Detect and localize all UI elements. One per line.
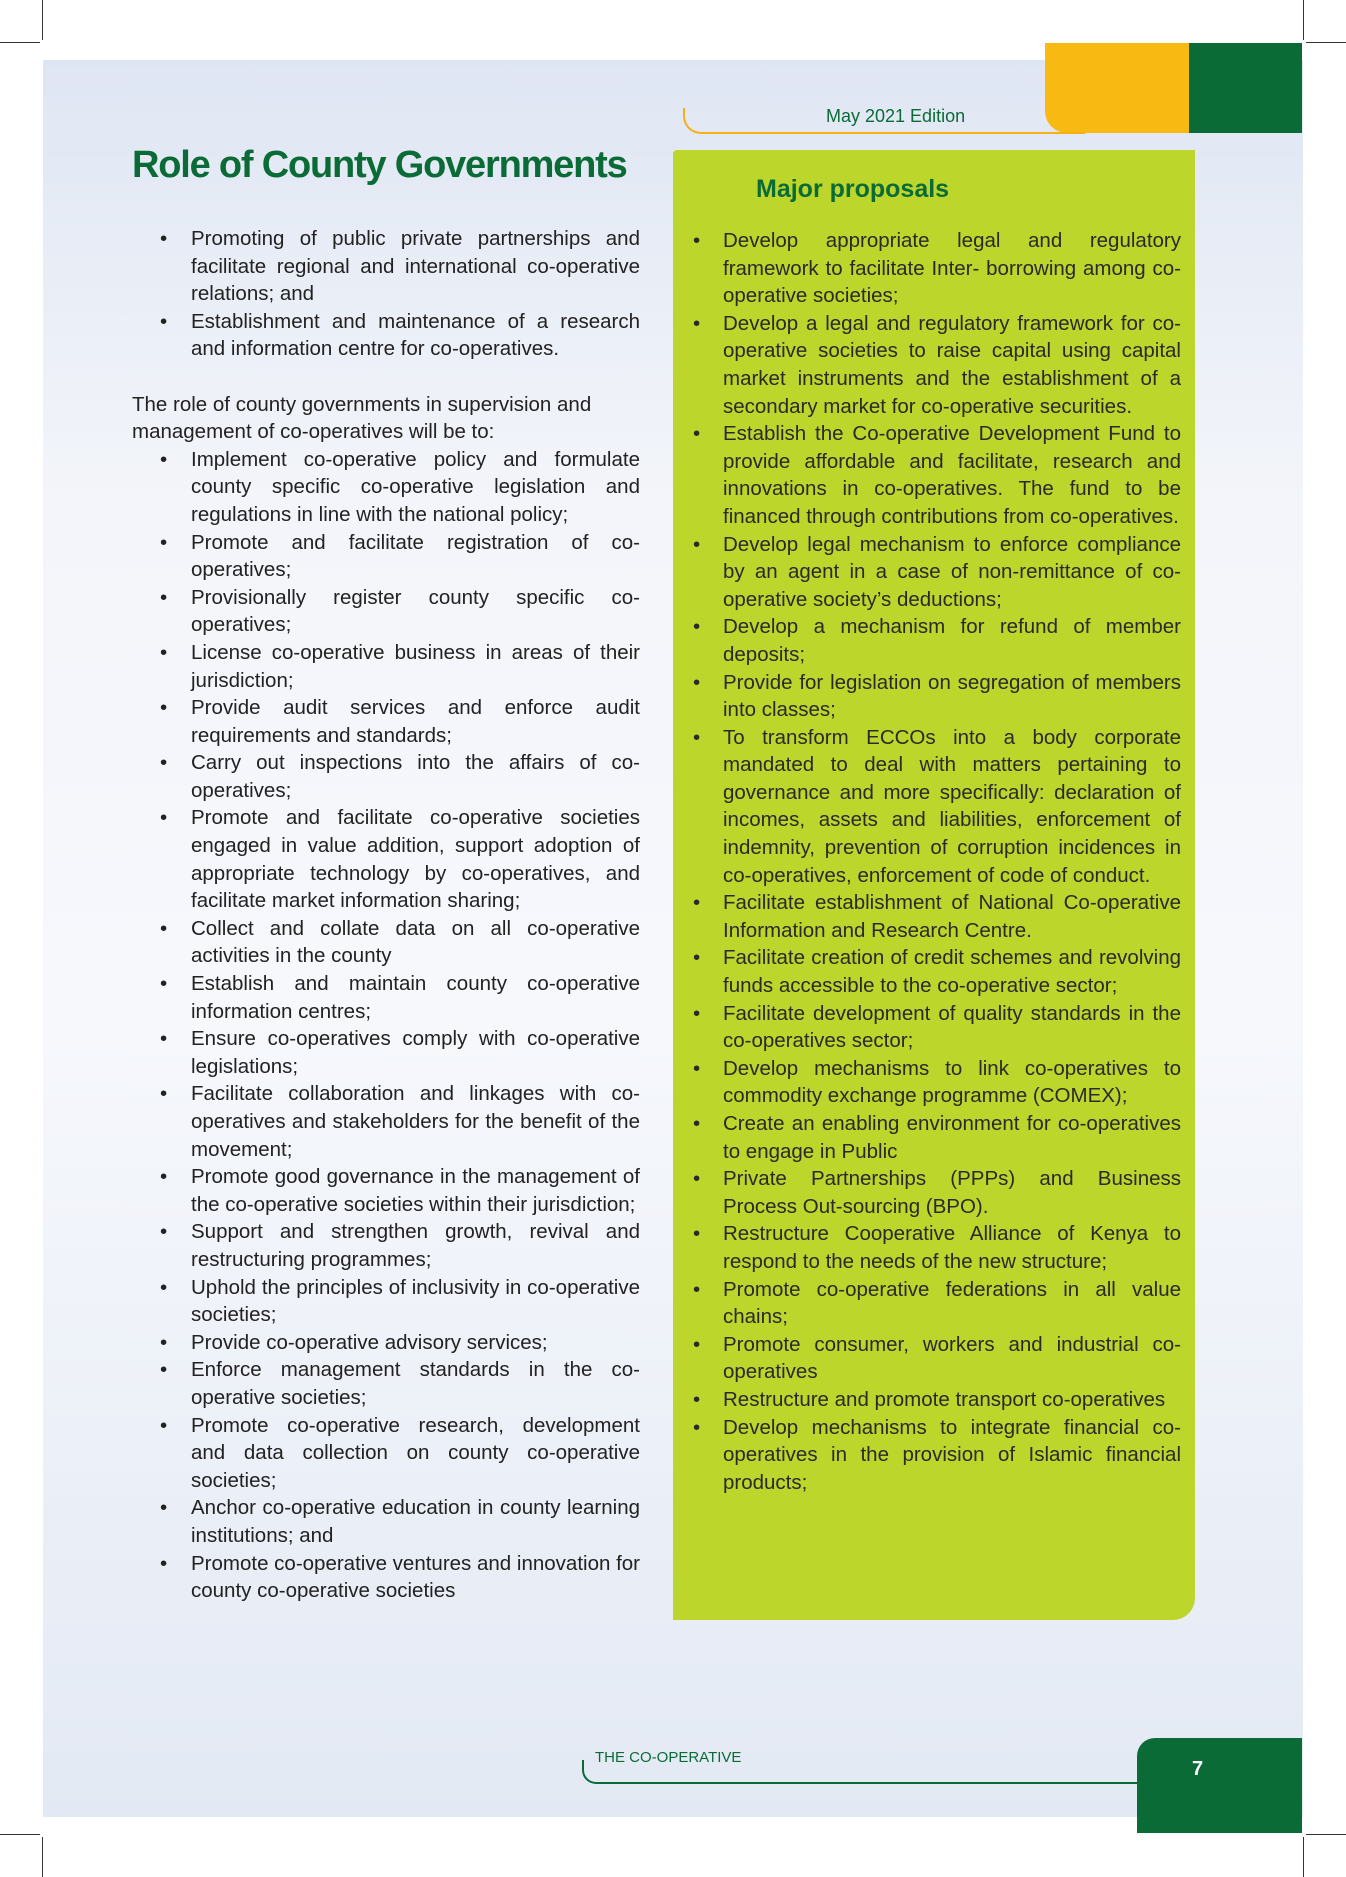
list-item: • Facilitate collaboration and linkages with co-operatives and stakeholders for the benefit of the movement; (132, 1080, 640, 1163)
list-item: • Collect and collate data on all co-operative activities in the county (132, 915, 640, 970)
list-item: • Develop appropriate legal and regulatory framework to facilitate Inter- borrowing among co-operative societies; (673, 227, 1181, 310)
list-item: • Develop a legal and regulatory framework for co-operative societies to raise capital using capital market instruments and the establishment of a secondary market for co-operative securities. (673, 310, 1181, 420)
list-item: • Facilitate creation of credit schemes and revolving funds accessible to the co-operative sector; (673, 944, 1181, 999)
list-item: • Promote consumer, workers and industrial co-operatives (673, 1331, 1181, 1386)
list-item: • Develop a mechanism for refund of member deposits; (673, 613, 1181, 668)
crop-mark (1306, 1834, 1346, 1835)
list-item: • Restructure and promote transport co-operatives (673, 1386, 1181, 1414)
list-item: • Promoting of public private partnerships and facilitate regional and international co-operative relations; and (132, 225, 640, 308)
list-item: • Establish and maintain county co-operative information centres; (132, 970, 640, 1025)
crop-mark (42, 1837, 43, 1877)
list-item: • Establishment and maintenance of a research and information centre for co-operatives. (132, 308, 640, 363)
list-item: • Anchor co-operative education in county learning institutions; and (132, 1494, 640, 1549)
list-item: • Provisionally register county specific co-operatives; (132, 584, 640, 639)
list-item: • Ensure co-operatives comply with co-operative legislations; (132, 1025, 640, 1080)
list-item: • Promote and facilitate co-operative societies engaged in value addition, support adoption of appropriate technology by co-operatives, and facilitate market information sharing; (132, 804, 640, 914)
list-item: • Develop mechanisms to integrate financial co-operatives in the provision of Islamic financial products; (673, 1414, 1181, 1497)
list-item: • Enforce management standards in the co-operative societies; (132, 1356, 640, 1411)
list-item: • Uphold the principles of inclusivity in co-operative societies; (132, 1274, 640, 1329)
list-item: • Provide for legislation on segregation of members into classes; (673, 669, 1181, 724)
crop-mark (1303, 1837, 1304, 1877)
list-item: • Carry out inspections into the affairs of co-operatives; (132, 749, 640, 804)
page-number: 7 (1192, 1758, 1204, 1780)
list-item: • Implement co-operative policy and formulate county specific co-operative legislation and regulations in line with the national policy; (132, 446, 640, 529)
proposals-list (673, 227, 1181, 1496)
crop-mark (1306, 42, 1346, 43)
page-number-tab (1137, 1738, 1302, 1833)
list-item: • To transform ECCOs into a body corporate mandated to deal with matters pertaining to governance and more specifically: declaration of incomes, assets and liabilities, enforcement of indemnity, prevention of corruption incidences in co-operatives, enforcement of code of conduct. (673, 724, 1181, 890)
list-item: • Private Partnerships (PPPs) and Business Process Out-sourcing (BPO). (673, 1165, 1181, 1220)
list-item: • Promote good governance in the management of the co-operative societies within their jurisdiction; (132, 1163, 640, 1218)
proposals-title: Major proposals (756, 175, 950, 203)
publication-name: THE CO-OPERATIVE (595, 1749, 742, 1766)
crop-mark (0, 42, 40, 43)
role-list (132, 446, 640, 1605)
crop-mark (42, 0, 43, 40)
header-green-tab (1189, 43, 1302, 133)
left-column (132, 225, 640, 1605)
list-item: • Provide audit services and enforce audit requirements and standards; (132, 694, 640, 749)
list-item: • License co-operative business in areas of their jurisdiction; (132, 639, 640, 694)
intro-list (132, 225, 640, 363)
list-item: • Support and strengthen growth, revival and restructuring programmes; (132, 1218, 640, 1273)
list-item: • Promote co-operative research, development and data collection on county co-operative societies; (132, 1412, 640, 1495)
list-item: • Promote co-operative ventures and innovation for county co-operative societies (132, 1550, 640, 1605)
list-item: • Provide co-operative advisory services; (132, 1329, 640, 1357)
list-item: • Facilitate development of quality standards in the co-operatives sector; (673, 1000, 1181, 1055)
list-item: • Promote and facilitate registration of co-operatives; (132, 529, 640, 584)
list-item: • Develop mechanisms to link co-operatives to commodity exchange programme (COMEX); (673, 1055, 1181, 1110)
list-item: • Establish the Co-operative Development Fund to provide affordable and facilitate, research and innovations in co-operatives. The fund to be financed through contributions from co-operatives. (673, 420, 1181, 530)
crop-mark (0, 1834, 40, 1835)
section-title: Role of County Governments (132, 144, 627, 186)
crop-mark (1303, 0, 1304, 40)
list-item: • Create an enabling environment for co-operatives to engage in Public (673, 1110, 1181, 1165)
list-item: • Restructure Cooperative Alliance of Kenya to respond to the needs of the new structure; (673, 1220, 1181, 1275)
edition-label: May 2021 Edition (826, 106, 966, 126)
list-item: • Facilitate establishment of National Co-operative Information and Research Centre. (673, 889, 1181, 944)
list-item: • Develop legal mechanism to enforce compliance by an agent in a case of non-remittance of co-operative society’s deductions; (673, 531, 1181, 614)
list-item: • Promote co-operative federations in all value chains; (673, 1276, 1181, 1331)
intro-paragraph: The role of county governments in supervision and management of co-operatives will be to: (132, 392, 592, 444)
major-proposals-box (673, 150, 1195, 1620)
